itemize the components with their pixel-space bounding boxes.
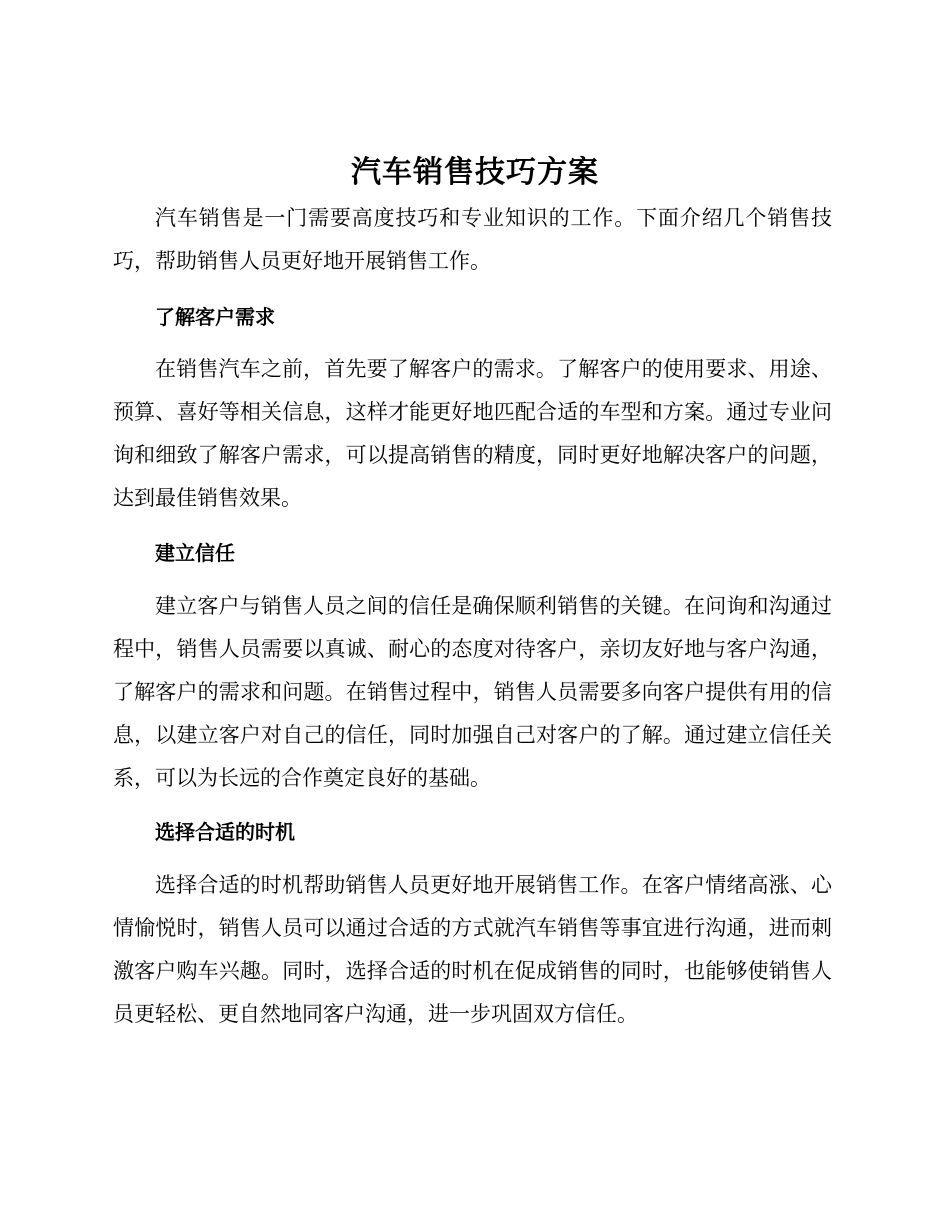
intro-paragraph: 汽车销售是一门需要高度技巧和专业知识的工作。下面介绍几个销售技巧，帮助销售人员更好地开展销售工作。	[113, 206, 832, 273]
section-heading-customer-needs: 了解客户需求	[155, 305, 275, 329]
section-body-right-timing: 选择合适的时机帮助销售人员更好地开展销售工作。在客户情绪高涨、心情愉悦时，销售人员可以通过合适的方式就汽车销售等事宜进行沟通，进而刺激客户购车兴趣。同时，选择合适的时机在促成销售的同时，也能够使销售人员更轻松、更自然地同客户沟通，进一步巩固双方信任。	[113, 873, 832, 1026]
section-heading-right-timing: 选择合适的时机	[155, 820, 295, 844]
section-body-build-trust: 建立客户与销售人员之间的信任是确保顺利销售的关键。在问询和沟通过程中，销售人员需要以真诚、耐心的态度对待客户，亲切友好地与客户沟通，了解客户的需求和问题。在销售过程中，销售人员需要多向客户提供有用的信息，以建立客户对自己的信任，同时加强自己对客户的了解。通过建立信任关系，可以为长远的合作奠定良好的基础。	[113, 594, 832, 790]
section-body-customer-needs: 在销售汽车之前，首先要了解客户的需求。了解客户的使用要求、用途、预算、喜好等相关信息，这样才能更好地匹配合适的车型和方案。通过专业问询和细致了解客户需求，可以提高销售的精度，同时更好地解决客户的问题，达到最佳销售效果。	[113, 357, 832, 510]
document-title: 汽车销售技巧方案	[351, 155, 599, 190]
section-heading-build-trust: 建立信任	[155, 541, 235, 565]
